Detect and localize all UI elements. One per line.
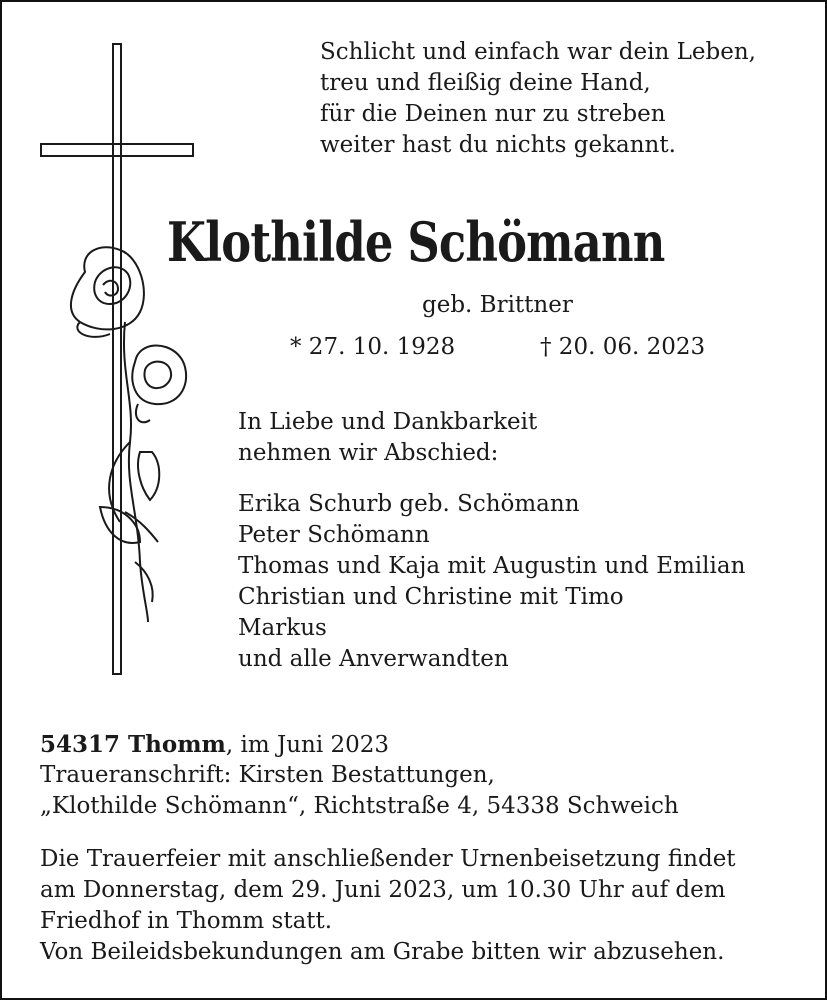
farewell-intro — [238, 407, 537, 469]
intro-line: nehmen wir Abschied: — [238, 440, 499, 466]
intro-line: In Liebe und Dankbarkeit — [238, 409, 538, 435]
poem-line: treu und fleißig deine Hand, — [320, 70, 651, 96]
mourner: Thomas und Kaja mit Augustin und Emilian — [238, 553, 746, 579]
place-and-date — [40, 729, 389, 761]
mourners-list — [238, 489, 745, 675]
notice-line: Friedhof in Thomm statt. — [40, 908, 333, 934]
mourner: Erika Schurb geb. Schömann — [238, 491, 580, 517]
place-name: 54317 Thomm — [40, 731, 226, 758]
maiden-name: geb. Brittner — [422, 292, 573, 318]
cross-with-roses-icon — [40, 42, 200, 682]
deceased-name: Klothilde Schömann — [166, 210, 665, 274]
date-text: , im Juni 2023 — [225, 732, 390, 758]
mourning-address-line1: Traueranschrift: Kirsten Bestattungen, — [40, 762, 495, 788]
notice-line: Die Trauerfeier mit anschließender Urnenbeisetzung findet — [40, 846, 736, 872]
mourner: Peter Schömann — [238, 522, 430, 548]
death-date: † 20. 06. 2023 — [540, 334, 706, 360]
notice-line: am Donnerstag, dem 29. Juni 2023, um 10.30 Uhr auf dem — [40, 877, 726, 903]
poem-line: Schlicht und einfach war dein Leben, — [320, 39, 756, 65]
mourner: Markus — [238, 615, 327, 641]
mourning-address-line2: „Klothilde Schömann“, Richtstraße 4, 54338 Schweich — [40, 793, 679, 819]
notice-line: Von Beileidsbekundungen am Grabe bitten wir abzusehen. — [40, 939, 725, 965]
mourner: und alle Anverwandten — [238, 646, 509, 672]
poem-line: weiter hast du nichts gekannt. — [320, 132, 676, 158]
birth-date: * 27. 10. 1928 — [290, 334, 456, 360]
funeral-notice — [40, 844, 800, 968]
poem-line: für die Deinen nur zu streben — [320, 101, 666, 127]
poem — [320, 37, 800, 161]
mourner: Christian und Christine mit Timo — [238, 584, 624, 610]
